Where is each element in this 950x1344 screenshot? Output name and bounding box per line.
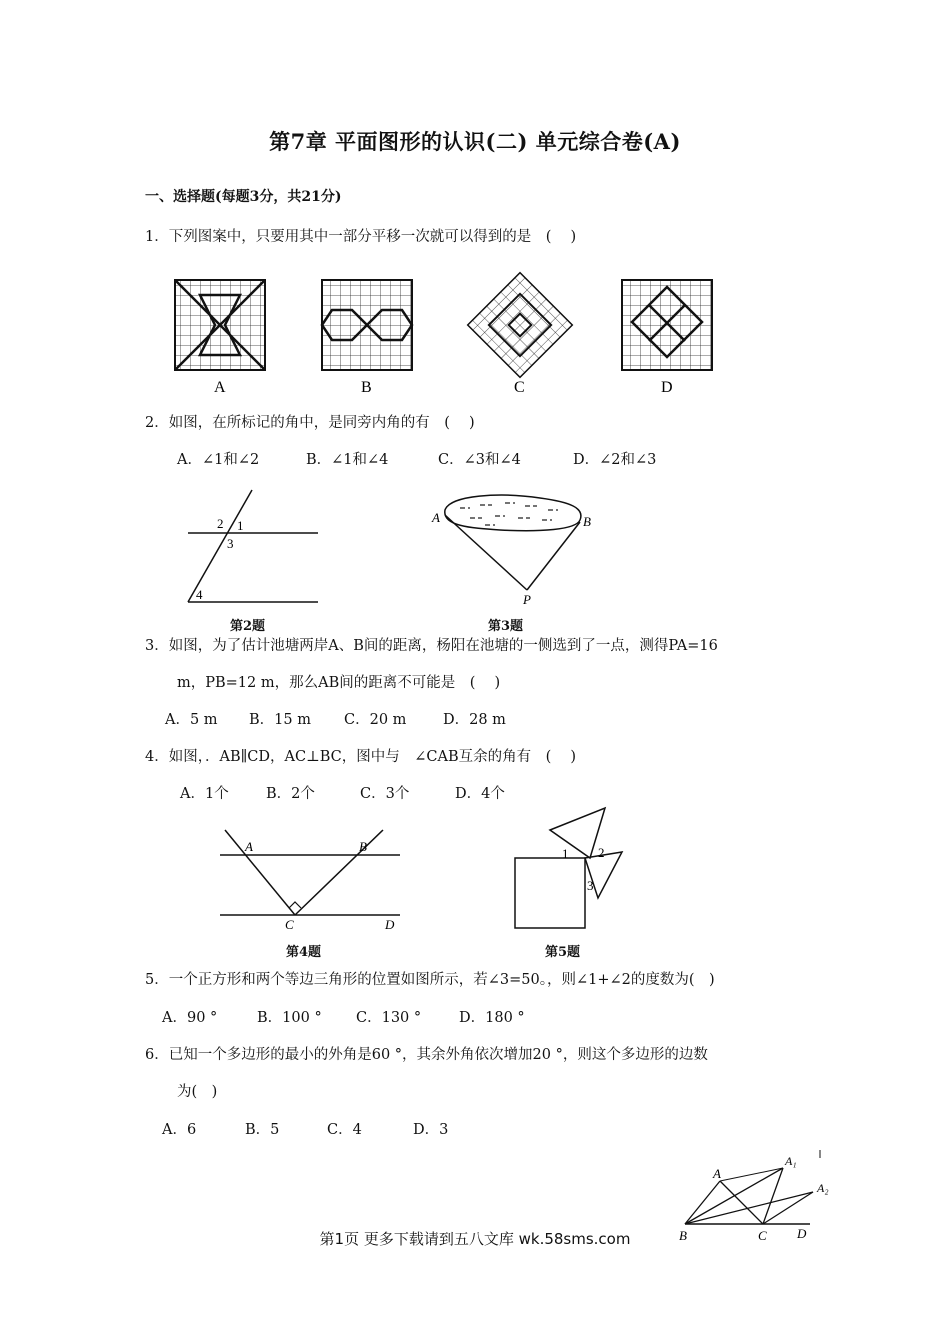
question-5: 5．一个正方形和两个等边三角形的位置如图所示，若∠3=50。，则∠1+∠2的度数为( ) — [145, 972, 715, 988]
angle-1-label: 1 — [562, 846, 569, 861]
q2-option-c: C．∠3和∠4 — [438, 452, 521, 468]
question-3-line-1: 3．如图，为了估计池塘两岸A、B间的距离，杨阳在池塘的一侧选到了一点，测得PA=16 — [145, 638, 718, 654]
q6-option-b: B．5 — [245, 1122, 280, 1138]
angle-3-label: 3 — [227, 536, 234, 551]
pattern-a — [175, 280, 265, 370]
figure-2-caption: 第2题 — [230, 619, 266, 634]
pattern-c — [468, 273, 573, 378]
q5-option-b: B．100 ° — [257, 1010, 322, 1026]
point-c-label: C — [285, 917, 294, 932]
question-2: 2．如图，在所标记的角中，是同旁内角的有 ( ) — [145, 415, 475, 431]
q5-option-c: C．130 ° — [356, 1010, 422, 1026]
figure-q5 — [510, 800, 630, 935]
point-a-label: A — [713, 1166, 721, 1181]
question-1: 1．下列图案中，只要用其中一部分平移一次就可以得到的是 ( ) — [145, 229, 577, 245]
label-c: C — [514, 379, 525, 396]
page-footer: 第1页 更多下载请到五八文库 wk.58sms.com — [319, 1230, 631, 1248]
point-b-label: B — [679, 1228, 687, 1243]
q3-option-d: D．28 m — [443, 712, 506, 728]
point-a2-label: A₂ — [817, 1181, 829, 1195]
angle-1-label: 1 — [237, 518, 244, 533]
label-b: B — [361, 379, 372, 396]
question-6-line-1: 6．已知一个多边形的最小的外角是60 °，其余外角依次增加20 °，则这个多边形的边数 — [145, 1047, 708, 1063]
point-p-label: P — [523, 592, 531, 607]
q5-option-a: A．90 ° — [162, 1010, 218, 1026]
q4-option-c: C．3个 — [360, 786, 410, 802]
section-heading: 一、选择题(每题3分，共21分) — [145, 189, 342, 205]
figure-q1 — [170, 275, 730, 400]
figure-3-caption: 第3题 — [488, 619, 524, 634]
point-c-label: C — [758, 1228, 767, 1243]
pattern-d — [622, 280, 712, 370]
pattern-b — [322, 280, 412, 370]
point-d-label: D — [385, 917, 395, 932]
q2-option-d: D．∠2和∠3 — [573, 452, 657, 468]
figure-q2 — [180, 485, 330, 610]
point-a1-label: A₁ — [785, 1154, 797, 1168]
angle-3-label: 3 — [587, 878, 594, 893]
page-title: 第7章 平面图形的认识(二) 单元综合卷(A) — [269, 129, 681, 154]
figure-5-caption: 第5题 — [545, 945, 581, 960]
q4-option-b: B．2个 — [266, 786, 315, 802]
q2-option-a: A．∠1和∠2 — [177, 452, 260, 468]
q4-option-a: A．1个 — [180, 786, 229, 802]
figure-4-caption: 第4题 — [286, 945, 322, 960]
point-a-label: A — [245, 839, 253, 854]
label-d: D — [661, 379, 673, 396]
question-3-line-2: m，PB=12 m，那么AB间的距离不可能是 ( ) — [177, 675, 501, 691]
q6-option-d: D．3 — [413, 1122, 449, 1138]
question-6-line-2: 为( ) — [177, 1084, 218, 1100]
q6-option-c: C．4 — [327, 1122, 362, 1138]
figure-q4 — [215, 825, 405, 935]
angle-2-label: 2 — [217, 516, 224, 531]
q6-option-a: A．6 — [162, 1122, 197, 1138]
angle-2-label: 2 — [598, 845, 605, 860]
q2-option-b: B．∠1和∠4 — [306, 452, 389, 468]
q4-option-d: D．4个 — [455, 786, 505, 802]
angle-4-label: 4 — [196, 587, 203, 602]
point-b-label: B — [359, 839, 367, 854]
figure-q3 — [430, 490, 605, 610]
q3-option-b: B．15 m — [249, 712, 311, 728]
label-a: A — [214, 379, 226, 396]
point-d-label: D — [797, 1226, 807, 1241]
point-a-label: A — [432, 510, 440, 525]
q5-option-d: D．180 ° — [459, 1010, 525, 1026]
point-b-label: B — [583, 514, 591, 529]
q3-option-c: C．20 m — [344, 712, 407, 728]
question-4: 4．如图，．AB∥CD，AC⊥BC，图中与 ∠CAB互余的角有 ( ) — [145, 749, 577, 765]
q3-option-a: A．5 m — [165, 712, 218, 728]
